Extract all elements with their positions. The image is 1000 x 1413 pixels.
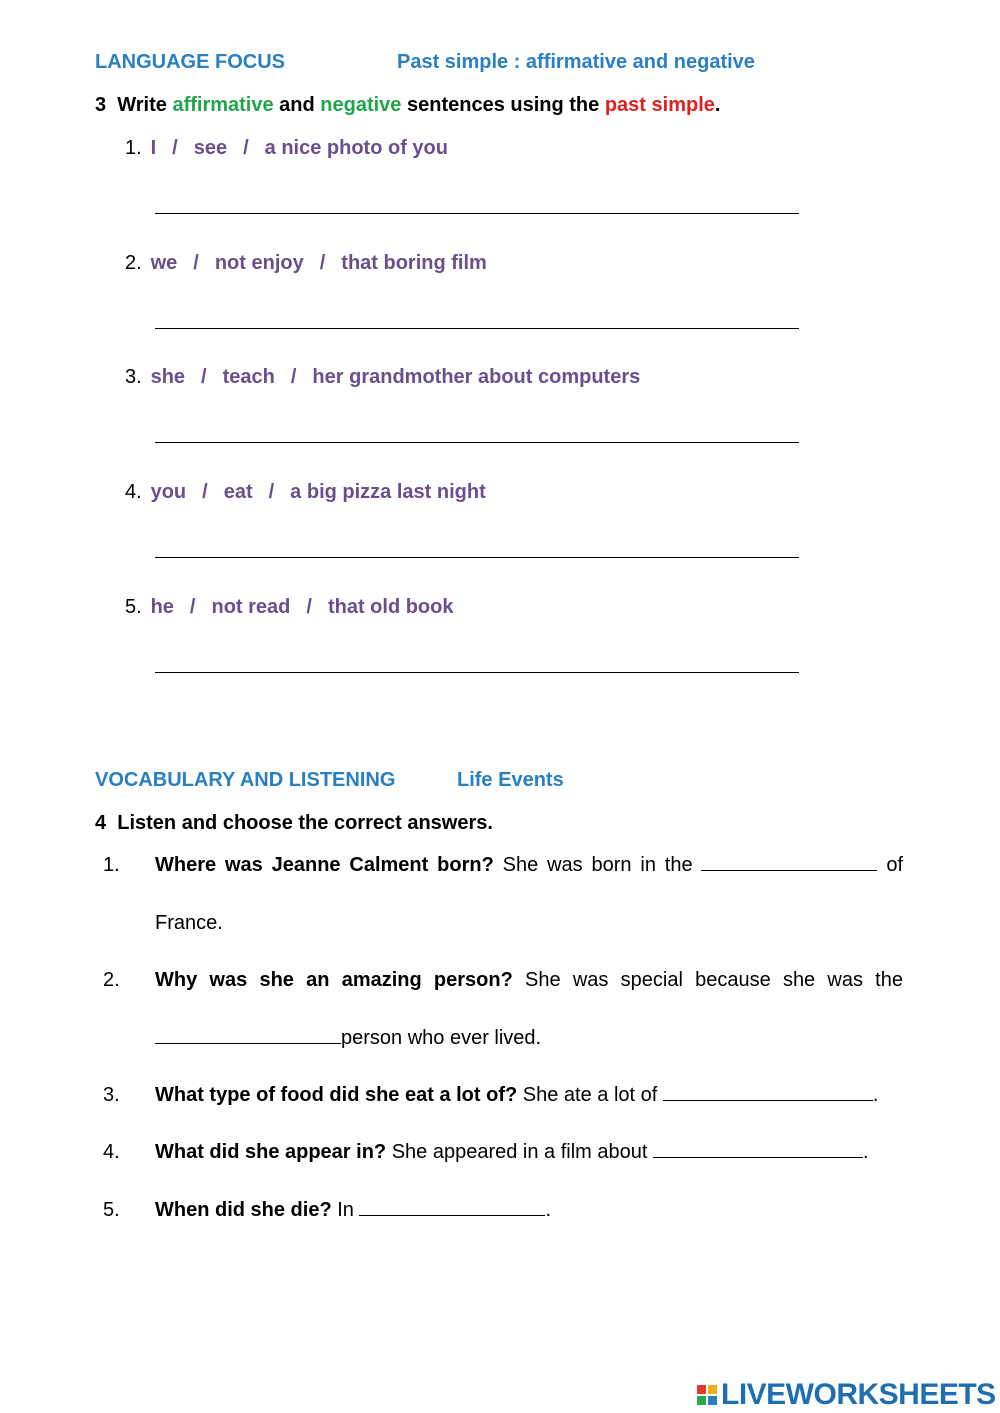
question-number: 5. bbox=[103, 1199, 120, 1221]
answer-line[interactable] bbox=[155, 213, 799, 214]
question-number: 2. bbox=[103, 969, 120, 991]
logo-square bbox=[697, 1396, 706, 1405]
exercise-3-item: 1. I / see / a nice photo of you bbox=[125, 137, 448, 159]
answer-blank[interactable] bbox=[359, 1199, 545, 1216]
question-line: Why was she an amazing person? She was special because she was the bbox=[155, 969, 903, 991]
answer-line[interactable] bbox=[155, 328, 799, 329]
question-number: 1. bbox=[103, 854, 120, 876]
section-subheading-past-simple: Past simple : affirmative and negative bbox=[397, 51, 755, 73]
answer-blank[interactable] bbox=[155, 1027, 341, 1044]
question-continuation: France. bbox=[155, 912, 223, 934]
exercise-3-item: 4. you / eat / a big pizza last night bbox=[125, 481, 486, 503]
exercise-3-item: 2. we / not enjoy / that boring film bbox=[125, 252, 487, 274]
keyword-affirmative: affirmative bbox=[172, 94, 274, 116]
logo-square bbox=[697, 1385, 706, 1394]
logo-icon bbox=[697, 1385, 717, 1405]
question-text: Where was Jeanne Calment born? bbox=[155, 854, 494, 876]
answer-line[interactable] bbox=[155, 442, 799, 443]
liveworksheets-logo[interactable] bbox=[697, 1378, 996, 1412]
section-heading-vocabulary: VOCABULARY AND LISTENING bbox=[95, 769, 396, 791]
answer-blank[interactable] bbox=[653, 1141, 863, 1158]
logo-text: LIVEWORKSHEETS bbox=[721, 1378, 996, 1411]
logo-square bbox=[708, 1385, 717, 1394]
exercise-3-item: 3. she / teach / her grandmother about computers bbox=[125, 366, 641, 388]
question-continuation: person who ever lived. bbox=[155, 1027, 541, 1050]
question-text: Why was she an amazing person? bbox=[155, 969, 513, 991]
question-text: What did she appear in? bbox=[155, 1141, 387, 1163]
section-heading-language-focus: LANGUAGE FOCUS bbox=[95, 51, 285, 73]
question-line: What did she appear in? She appeared in a film about . bbox=[155, 1141, 869, 1163]
answer-blank[interactable] bbox=[701, 854, 877, 871]
exercise-number: 3 bbox=[95, 94, 107, 116]
exercise-number: 4 bbox=[95, 812, 107, 834]
question-line: When did she die? In . bbox=[155, 1199, 552, 1221]
logo-square bbox=[708, 1396, 717, 1405]
answer-line[interactable] bbox=[155, 557, 799, 558]
keyword-past-simple: past simple bbox=[604, 94, 715, 116]
question-line: Where was Jeanne Calment born? She was born in the of bbox=[155, 854, 904, 876]
question-line: What type of food did she eat a lot of? She ate a lot of . bbox=[155, 1084, 879, 1106]
question-number: 4. bbox=[103, 1141, 120, 1163]
exercise-4-instruction: 4 Listen and choose the correct answers. bbox=[95, 812, 493, 834]
answer-blank[interactable] bbox=[663, 1084, 873, 1101]
answer-line[interactable] bbox=[155, 672, 799, 673]
exercise-3-item: 5. he / not read / that old book bbox=[125, 596, 454, 618]
keyword-negative: negative bbox=[320, 94, 402, 116]
exercise-3-instruction: 3 Write affirmative and negative sentences using the past simple. bbox=[95, 94, 721, 116]
section-subheading-life-events: Life Events bbox=[457, 769, 564, 791]
question-text: When did she die? bbox=[155, 1199, 332, 1221]
question-text: What type of food did she eat a lot of? bbox=[155, 1084, 518, 1106]
question-number: 3. bbox=[103, 1084, 120, 1106]
